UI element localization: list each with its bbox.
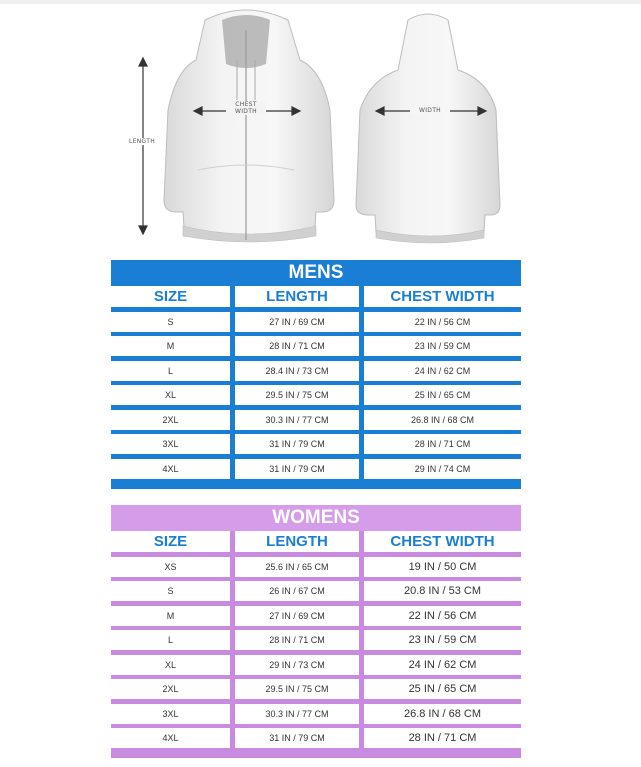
table-row <box>111 655 521 677</box>
chest-cell: 22 IN / 56 CM <box>364 312 521 334</box>
chest-cell: 25 IN / 65 CM <box>364 385 521 407</box>
table-row <box>111 385 521 407</box>
length-cell: 30.3 IN / 77 CM <box>235 704 359 726</box>
chest-cell: 22 IN / 56 CM <box>364 606 521 628</box>
womens-title: WOMENS <box>111 505 521 531</box>
front-hoodie <box>164 10 334 242</box>
table-row <box>111 630 521 652</box>
hoodie-measurement-figure <box>0 0 641 250</box>
chest-cell: 26.8 IN / 68 CM <box>364 704 521 726</box>
table-row <box>111 557 521 579</box>
chest-cell: 28 IN / 71 CM <box>364 434 521 456</box>
header-length: LENGTH <box>235 531 359 554</box>
table-row <box>111 336 521 358</box>
length-cell: 29 IN / 73 CM <box>235 655 359 677</box>
length-cell: 27 IN / 69 CM <box>235 606 359 628</box>
womens-size-table <box>111 505 521 758</box>
chest-label <box>226 101 266 115</box>
size-cell: 4XL <box>111 728 230 750</box>
length-cell: 26 IN / 67 CM <box>235 581 359 603</box>
header-length: LENGTH <box>235 286 359 309</box>
chest-cell: 25 IN / 65 CM <box>364 679 521 701</box>
size-cell: 3XL <box>111 434 230 456</box>
length-cell: 31 IN / 79 CM <box>235 728 359 750</box>
size-cell: 2XL <box>111 410 230 432</box>
width-label: WIDTH <box>410 107 450 114</box>
size-cell: L <box>111 630 230 652</box>
length-label: LENGTH <box>122 138 162 145</box>
table-row <box>111 434 521 456</box>
chest-cell: 19 IN / 50 CM <box>364 557 521 579</box>
hoodie-illustration <box>0 0 641 250</box>
chest-label-line2: WIDTH <box>235 108 257 115</box>
womens-header-row <box>111 531 521 554</box>
length-cell: 25.6 IN / 65 CM <box>235 557 359 579</box>
chest-cell: 26.8 IN / 68 CM <box>364 410 521 432</box>
mens-header-row <box>111 286 521 309</box>
size-cell: XL <box>111 655 230 677</box>
table-row <box>111 728 521 750</box>
back-hoodie <box>356 14 500 243</box>
table-row <box>111 459 521 481</box>
chest-cell: 24 IN / 62 CM <box>364 361 521 383</box>
chest-cell: 23 IN / 59 CM <box>364 336 521 358</box>
mens-size-table <box>111 260 521 489</box>
header-chest-width: CHEST WIDTH <box>364 286 521 309</box>
size-cell: 4XL <box>111 459 230 481</box>
size-cell: M <box>111 336 230 358</box>
table-row <box>111 679 521 701</box>
length-arrow <box>139 58 147 234</box>
size-cell: XL <box>111 385 230 407</box>
length-cell: 28.4 IN / 73 CM <box>235 361 359 383</box>
length-cell: 29.5 IN / 75 CM <box>235 679 359 701</box>
size-cell: M <box>111 606 230 628</box>
size-cell: 3XL <box>111 704 230 726</box>
womens-table-footer <box>111 750 521 758</box>
mens-title: MENS <box>111 260 521 286</box>
table-row <box>111 581 521 603</box>
length-cell: 31 IN / 79 CM <box>235 434 359 456</box>
header-size: SIZE <box>111 286 230 309</box>
length-cell: 28 IN / 71 CM <box>235 630 359 652</box>
size-cell: XS <box>111 557 230 579</box>
chest-cell: 29 IN / 74 CM <box>364 459 521 481</box>
length-cell: 31 IN / 79 CM <box>235 459 359 481</box>
table-row <box>111 410 521 432</box>
chest-cell: 23 IN / 59 CM <box>364 630 521 652</box>
length-cell: 28 IN / 71 CM <box>235 336 359 358</box>
table-row <box>111 606 521 628</box>
size-cell: S <box>111 581 230 603</box>
header-chest-width: CHEST WIDTH <box>364 531 521 554</box>
chest-cell: 20.8 IN / 53 CM <box>364 581 521 603</box>
length-cell: 30.3 IN / 77 CM <box>235 410 359 432</box>
table-row <box>111 361 521 383</box>
length-cell: 29.5 IN / 75 CM <box>235 385 359 407</box>
size-cell: 2XL <box>111 679 230 701</box>
table-row <box>111 704 521 726</box>
chest-cell: 24 IN / 62 CM <box>364 655 521 677</box>
mens-table-footer <box>111 481 521 489</box>
table-row <box>111 312 521 334</box>
size-cell: S <box>111 312 230 334</box>
chest-label-line1: CHEST <box>235 101 257 108</box>
chest-cell: 28 IN / 71 CM <box>364 728 521 750</box>
header-size: SIZE <box>111 531 230 554</box>
length-cell: 27 IN / 69 CM <box>235 312 359 334</box>
size-cell: L <box>111 361 230 383</box>
